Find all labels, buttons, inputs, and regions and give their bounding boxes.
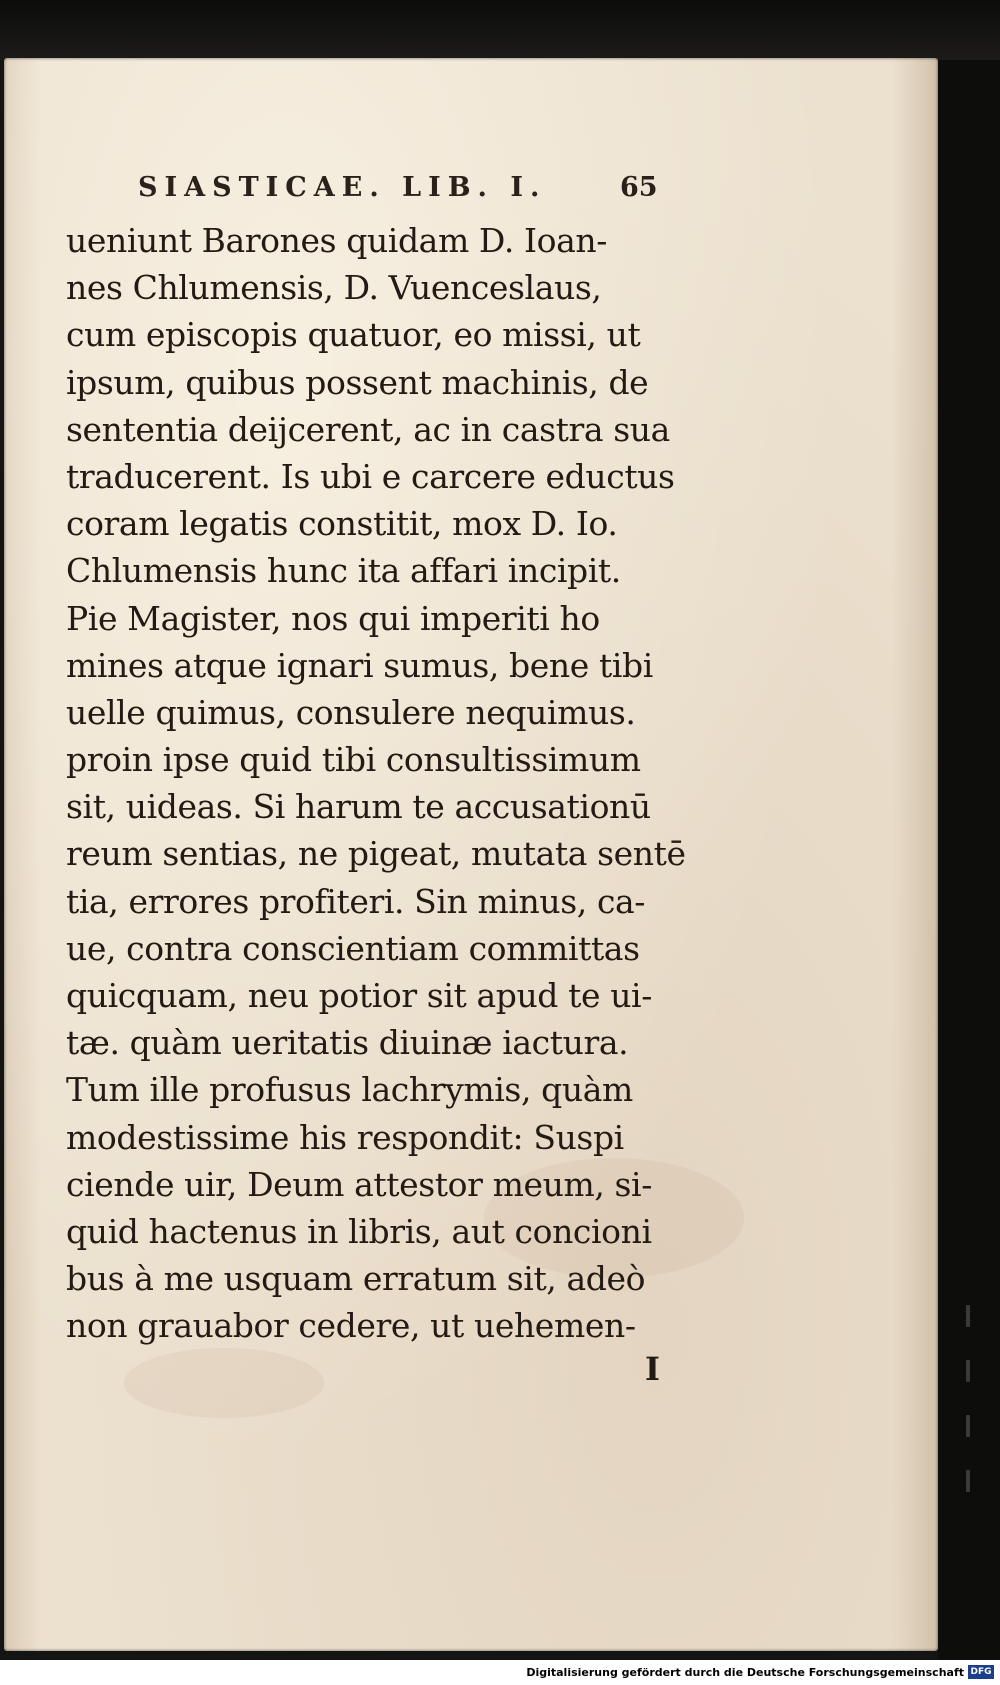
text-line: tæ. quàm ueritatis diuinæ iactura.	[66, 1023, 629, 1063]
text-line: quicquam, neu potior sit apud te ui-	[66, 976, 652, 1015]
book-edge-strip	[938, 60, 1000, 1660]
text-line: ue, contra conscientiam committas	[66, 928, 640, 968]
edge-mark	[966, 1415, 970, 1437]
text-line: traducerent. Is ubi e carcere eductus	[66, 456, 675, 496]
text-line: uelle quimus, consulere nequimus.	[66, 692, 636, 732]
text-line: Tum ille profusus lachrymis, quàm	[66, 1070, 633, 1110]
edge-mark	[966, 1360, 970, 1382]
running-head: SIASTICAE. LIB. I.	[138, 172, 547, 203]
text-line: sit, uideas. Si harum te accusationū	[66, 787, 651, 827]
text-line: ipsum, quibus possent machinis, de	[66, 362, 649, 402]
text-line: modestissime his respondit: Suspi	[66, 1117, 624, 1157]
footer-bar	[0, 1660, 1000, 1685]
edge-mark	[966, 1470, 970, 1492]
text-line: ueniunt Barones quidam D. Ioan-	[66, 221, 607, 260]
text-line: reum sentias, ne pigeat, mutata sentē	[66, 834, 686, 874]
text-line: bus à me usquam erratum sit, adeò	[66, 1259, 646, 1299]
text-line: tia, errores profiteri. Sin minus, ca-	[66, 881, 646, 921]
page-number: 65	[620, 172, 658, 203]
text-line: nes Chlumensis, D. Vuenceslaus,	[66, 268, 602, 308]
text-line: proin ipse quid tibi consultissimum	[66, 740, 641, 780]
signature-mark: I	[645, 1350, 660, 1388]
text-line: Chlumensis hunc ita affari incipit.	[66, 551, 621, 591]
dfg-logo: DFG	[968, 1665, 994, 1679]
text-line: mines atque ignari sumus, bene tibi	[66, 645, 653, 685]
edge-mark	[966, 1305, 970, 1327]
text-line: Pie Magister, nos qui imperiti ho	[66, 598, 600, 638]
text-line: coram legatis constitit, mox D. Io.	[66, 504, 618, 544]
text-line: sententia deijcerent, ac in castra sua	[66, 409, 670, 449]
body-text	[66, 217, 726, 1350]
text-line: cum episcopis quatuor, eo missi, ut	[66, 315, 641, 355]
scan-top-edge	[0, 0, 1000, 60]
text-line: quid hactenus in libris, aut concioni	[66, 1211, 652, 1251]
text-line: ciende uir, Deum attestor meum, si-	[66, 1164, 652, 1204]
text-line: non grauabor cedere, ut uehemen-	[66, 1306, 636, 1346]
footer-credit: Digitalisierung gefördert durch die Deutsche Forschungsgemeinschaft	[526, 1666, 964, 1679]
paper-stain	[124, 1348, 324, 1418]
